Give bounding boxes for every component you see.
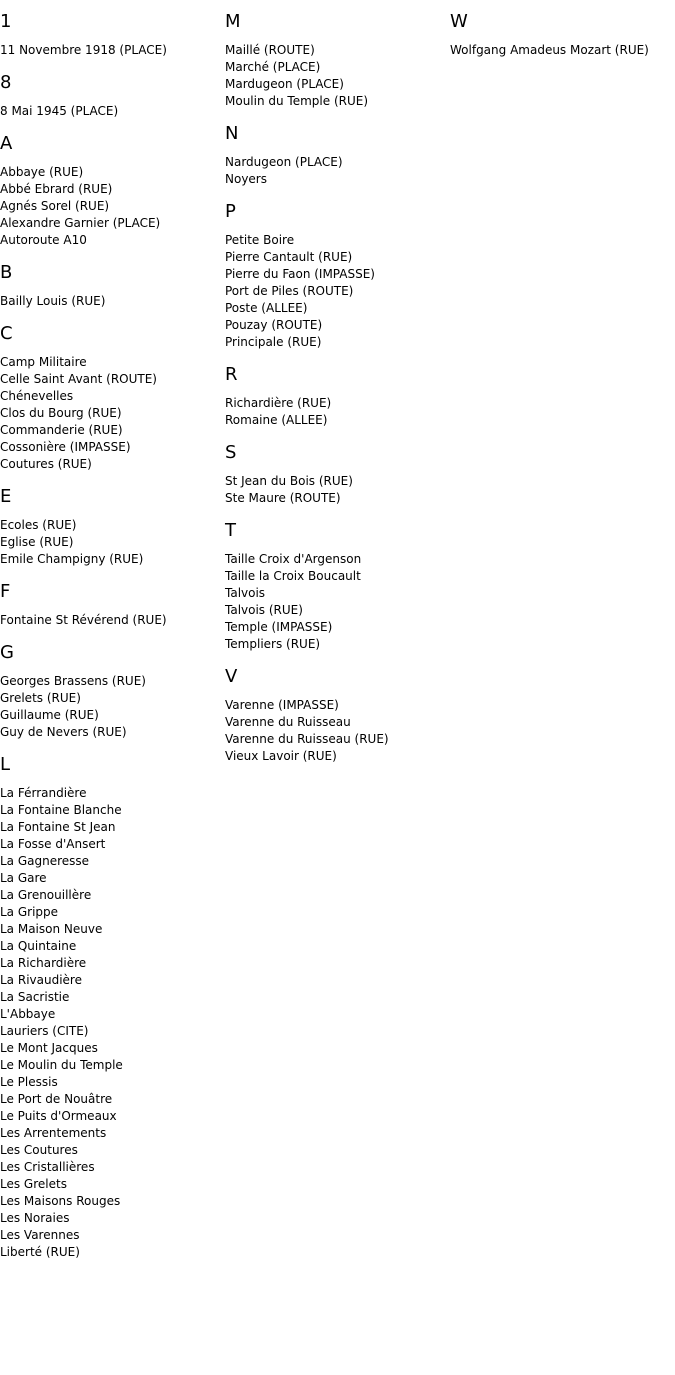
street-item[interactable]: Grelets (RUE) [0, 691, 81, 705]
street-item[interactable]: Taille la Croix Boucault [225, 569, 361, 583]
street-item[interactable]: Eglise (RUE) [0, 535, 74, 549]
letter-section [0, 643, 225, 741]
letter-heading: 8 [0, 72, 12, 93]
street-list [0, 42, 225, 59]
letter-section [225, 124, 450, 188]
street-item[interactable]: Le Moulin du Temple [0, 1058, 123, 1072]
street-item[interactable]: Principale (RUE) [225, 335, 322, 349]
street-item[interactable]: Varenne du Ruisseau [225, 715, 351, 729]
letter-section [0, 12, 225, 59]
letter-heading: E [0, 486, 12, 507]
street-item[interactable]: Pouzay (ROUTE) [225, 318, 323, 332]
street-list [225, 154, 450, 188]
street-list [0, 517, 225, 568]
street-item[interactable]: Commanderie (RUE) [0, 423, 123, 437]
street-item[interactable]: La Gagneresse [0, 854, 90, 868]
street-item[interactable]: Agnés Sorel (RUE) [0, 199, 110, 213]
street-item[interactable]: La Richardière [0, 956, 87, 970]
letter-section [0, 582, 225, 629]
street-item[interactable]: Ste Maure (ROUTE) [225, 491, 341, 505]
street-item[interactable]: Maillé (ROUTE) [225, 43, 315, 57]
letter-section [225, 365, 450, 429]
street-item[interactable]: Poste (ALLEE) [225, 301, 308, 315]
street-item[interactable]: Varenne du Ruisseau (RUE) [225, 732, 389, 746]
street-item[interactable]: Varenne (IMPASSE) [225, 698, 339, 712]
street-item[interactable]: Nardugeon (PLACE) [225, 155, 343, 169]
letter-heading: A [0, 133, 13, 154]
street-list [0, 785, 225, 1261]
street-list [225, 42, 450, 110]
street-item[interactable]: La Gare [0, 871, 47, 885]
street-item[interactable]: La Fosse d'Ansert [0, 837, 106, 851]
street-item[interactable]: La Rivaudière [0, 973, 82, 987]
street-item[interactable]: Vieux Lavoir (RUE) [225, 749, 337, 763]
letter-heading: V [225, 666, 238, 687]
letter-heading: W [450, 11, 468, 32]
street-item[interactable]: Noyers [225, 172, 267, 186]
street-item[interactable]: Abbaye (RUE) [0, 165, 84, 179]
letter-section [225, 521, 450, 653]
letter-section [0, 755, 225, 1261]
street-item[interactable]: La Quintaine [0, 939, 77, 953]
letter-section [0, 324, 225, 473]
street-item[interactable]: Le Plessis [0, 1075, 58, 1089]
letter-heading: 1 [0, 11, 12, 32]
street-index-column-3 [450, 12, 675, 73]
street-list [225, 551, 450, 653]
street-item[interactable]: Alexandre Garnier (PLACE) [0, 216, 161, 230]
letter-heading: S [225, 442, 237, 463]
street-item[interactable]: La Sacristie [0, 990, 70, 1004]
street-item[interactable]: Bailly Louis (RUE) [0, 294, 106, 308]
letter-heading: P [225, 201, 236, 222]
street-item[interactable]: St Jean du Bois (RUE) [225, 474, 353, 488]
street-item[interactable]: Emile Champigny (RUE) [0, 552, 144, 566]
street-item[interactable]: Coutures (RUE) [0, 457, 92, 471]
street-item[interactable]: La Férrandière [0, 786, 87, 800]
street-list [0, 673, 225, 741]
street-item[interactable]: Les Grelets [0, 1177, 67, 1191]
letter-section [0, 73, 225, 120]
street-item[interactable]: Lauriers (CITE) [0, 1024, 89, 1038]
street-item[interactable]: Moulin du Temple (RUE) [225, 94, 369, 108]
street-item[interactable]: Taille Croix d'Argenson [225, 552, 362, 566]
street-list [225, 395, 450, 429]
letter-heading: B [0, 262, 13, 283]
street-list [225, 232, 450, 351]
street-list [225, 697, 450, 765]
street-item[interactable]: 11 Novembre 1918 (PLACE) [0, 43, 167, 57]
street-item[interactable]: Templiers (RUE) [225, 637, 321, 651]
street-item[interactable]: Romaine (ALLEE) [225, 413, 328, 427]
street-item[interactable]: Camp Militaire [0, 355, 87, 369]
letter-heading: M [225, 11, 241, 32]
letter-heading: R [225, 364, 238, 385]
letter-section [225, 443, 450, 507]
letter-section [225, 202, 450, 351]
letter-heading: C [0, 323, 13, 344]
street-item[interactable]: Le Port de Nouâtre [0, 1092, 113, 1106]
street-item[interactable]: La Maison Neuve [0, 922, 103, 936]
street-item[interactable]: Clos du Bourg (RUE) [0, 406, 122, 420]
street-item[interactable]: Mardugeon (PLACE) [225, 77, 344, 91]
street-item[interactable]: Autoroute A10 [0, 233, 87, 247]
letter-heading: T [225, 520, 236, 541]
street-item[interactable]: L'Abbaye [0, 1007, 56, 1021]
street-item[interactable]: Petite Boire [225, 233, 295, 247]
letter-section [450, 12, 675, 59]
street-item[interactable]: Les Noraies [0, 1211, 70, 1225]
street-item[interactable]: Talvois [225, 586, 266, 600]
letter-section [225, 12, 450, 110]
street-item[interactable]: Georges Brassens (RUE) [0, 674, 146, 688]
street-item[interactable]: La Fontaine Blanche [0, 803, 122, 817]
street-item[interactable]: Port de Piles (ROUTE) [225, 284, 354, 298]
street-index-column-1 [0, 12, 225, 1275]
street-list [225, 473, 450, 507]
letter-section [225, 667, 450, 765]
street-item[interactable]: Fontaine St Révérend (RUE) [0, 613, 167, 627]
street-item[interactable]: 8 Mai 1945 (PLACE) [0, 104, 119, 118]
street-item[interactable]: Pierre Cantault (RUE) [225, 250, 353, 264]
street-item[interactable]: Le Puits d'Ormeaux [0, 1109, 117, 1123]
street-item[interactable]: Les Cristallières [0, 1160, 95, 1174]
street-item[interactable]: Marché (PLACE) [225, 60, 321, 74]
street-item[interactable]: La Fontaine St Jean [0, 820, 116, 834]
street-item[interactable]: Ecoles (RUE) [0, 518, 77, 532]
street-item[interactable]: Liberté (RUE) [0, 1245, 80, 1259]
street-item[interactable]: Les Maisons Rouges [0, 1194, 121, 1208]
street-item[interactable]: Wolfgang Amadeus Mozart (RUE) [450, 43, 649, 57]
street-list [450, 42, 675, 59]
letter-section [0, 134, 225, 249]
letter-section [0, 263, 225, 310]
street-item[interactable]: Les Coutures [0, 1143, 78, 1157]
street-item[interactable]: Le Mont Jacques [0, 1041, 98, 1055]
street-list [0, 354, 225, 473]
street-item[interactable]: Chénevelles [0, 389, 74, 403]
street-list [0, 293, 225, 310]
letter-section [0, 487, 225, 568]
street-item[interactable]: Celle Saint Avant (ROUTE) [0, 372, 157, 386]
street-item[interactable]: Richardière (RUE) [225, 396, 332, 410]
street-item[interactable]: Abbé Ebrard (RUE) [0, 182, 113, 196]
street-item[interactable]: Les Varennes [0, 1228, 80, 1242]
letter-heading: F [0, 581, 11, 602]
street-item[interactable]: Guillaume (RUE) [0, 708, 99, 722]
street-item[interactable]: Guy de Nevers (RUE) [0, 725, 127, 739]
street-item[interactable]: Cossonière (IMPASSE) [0, 440, 131, 454]
letter-heading: L [0, 754, 11, 775]
street-index-column-2 [225, 12, 450, 779]
letter-heading: N [225, 123, 239, 144]
street-item[interactable]: La Grippe [0, 905, 59, 919]
street-item[interactable]: Les Arrentements [0, 1126, 107, 1140]
street-list [0, 103, 225, 120]
street-item[interactable]: La Grenouillère [0, 888, 92, 902]
street-item[interactable]: Pierre du Faon (IMPASSE) [225, 267, 375, 281]
letter-heading: G [0, 642, 14, 663]
street-item[interactable]: Talvois (RUE) [225, 603, 303, 617]
street-item[interactable]: Temple (IMPASSE) [225, 620, 333, 634]
street-list [0, 164, 225, 249]
street-list [0, 612, 225, 629]
